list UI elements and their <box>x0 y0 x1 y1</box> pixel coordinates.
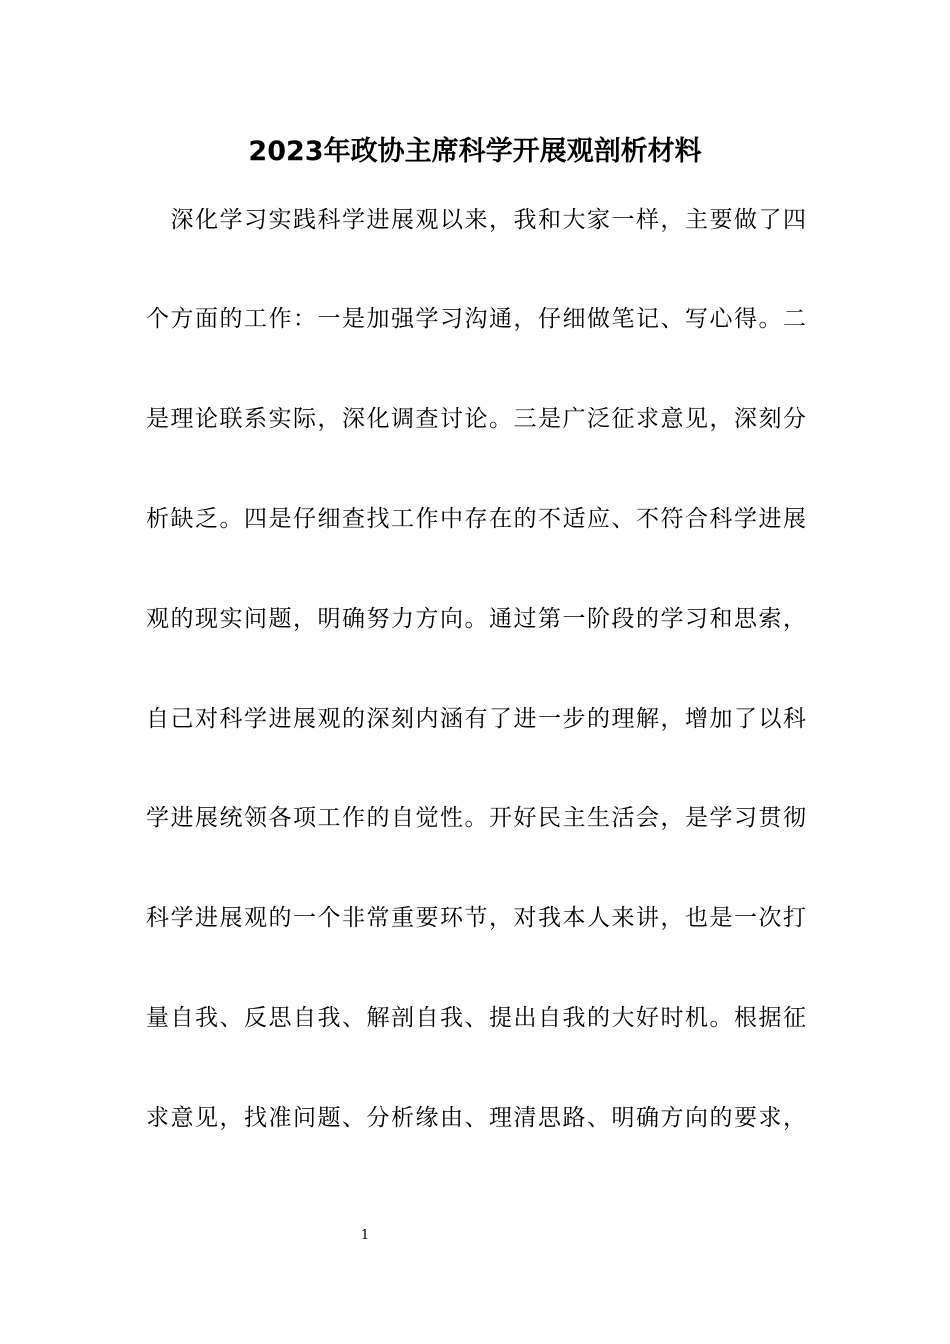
body-line-1: 深化学习实践科学进展观以来，我和大家一样，主要做了四 <box>146 207 806 233</box>
body-line-8: 科学进展观的一个非常重要环节，对我本人来讲，也是一次打 <box>146 905 806 931</box>
body-line-5: 观的现实问题，明确努力方向。通过第一阶段的学习和思索， <box>146 606 806 632</box>
body-line-6: 自己对科学进展观的深刻内涵有了进一步的理解，增加了以科 <box>146 706 806 732</box>
page-number: 1 <box>360 1228 370 1243</box>
body-line-2: 个方面的工作：一是加强学习沟通，仔细做笔记、写心得。二 <box>146 306 806 332</box>
body-line-9: 量自我、反思自我、解剖自我、提出自我的大好时机。根据征 <box>146 1005 806 1031</box>
body-line-10: 求意见，找准问题、分析缘由、理清思路、明确方向的要求， <box>146 1105 806 1131</box>
body-line-4: 析缺乏。四是仔细查找工作中存在的不适应、不符合科学进展 <box>146 506 806 532</box>
document-title: 2023年政协主席科学开展观剖析材料 <box>248 136 702 167</box>
body-line-3: 是理论联系实际，深化调查讨论。三是广泛征求意见，深刻分 <box>146 406 806 432</box>
body-line-7: 学进展统领各项工作的自觉性。开好民主生活会，是学习贯彻 <box>146 805 806 831</box>
